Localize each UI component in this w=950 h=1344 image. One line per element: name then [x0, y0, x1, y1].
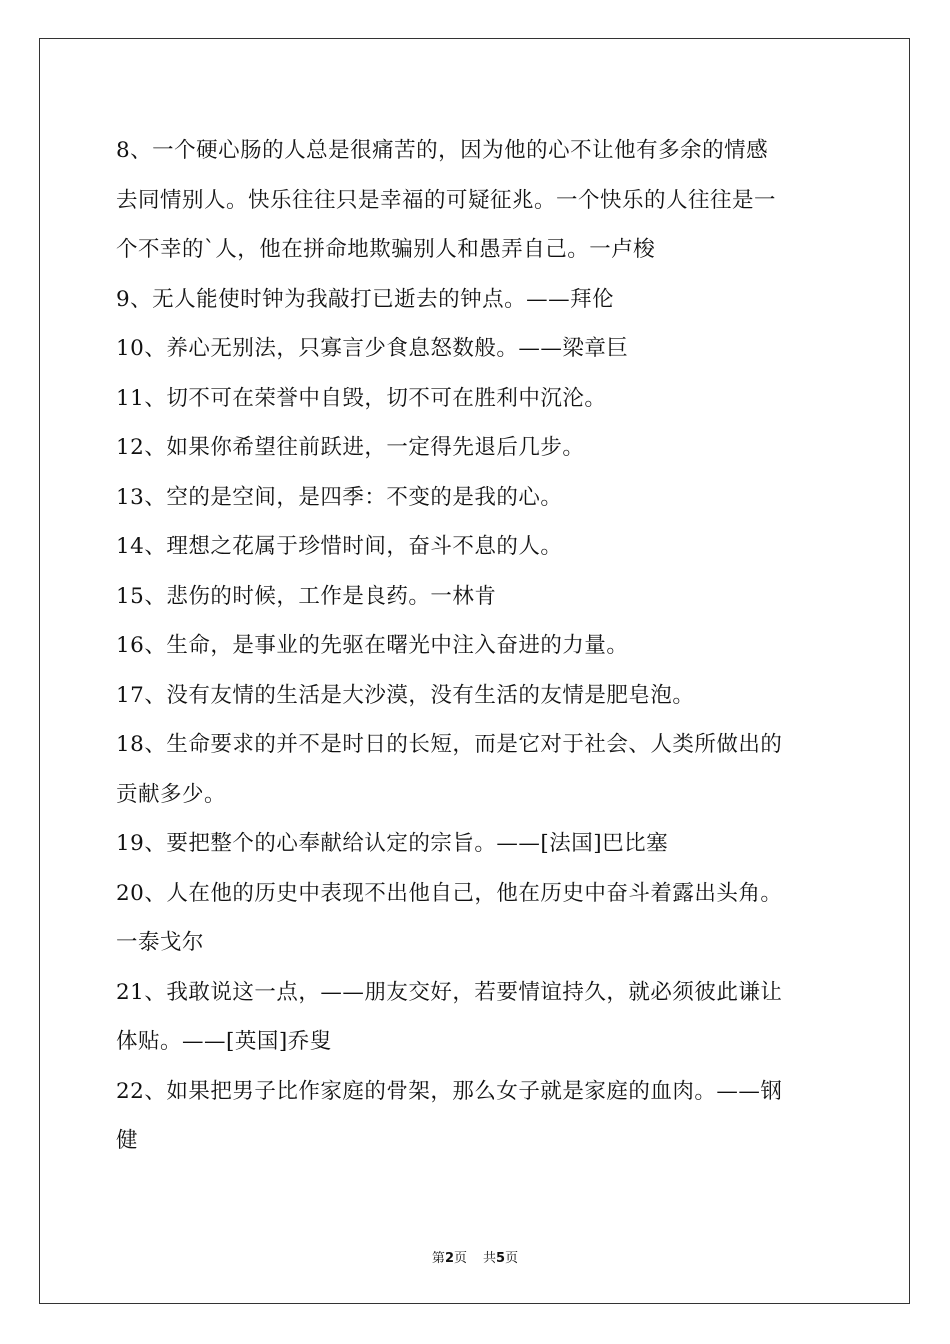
text-line: 10、养心无别法，只寡言少食息怒数般。——梁章巨 — [116, 336, 629, 361]
text-line: 14、理想之花属于珍惜时间，奋斗不息的人。 — [116, 534, 563, 559]
total-prefix: 共 — [483, 1251, 497, 1266]
text-line: 一泰戈尔 — [116, 930, 205, 955]
text-line: 22、如果把男子比作家庭的骨架，那么女子就是家庭的血肉。——钢 — [116, 1078, 783, 1104]
text-line: 8、一个硬心肠的人总是很痛苦的，因为他的心不让他有多余的情感 — [116, 138, 769, 163]
text-line: 去同情别人。快乐往往只是幸福的可疑征兆。一个快乐的人往往是一 — [116, 187, 777, 213]
text-line: 17、没有友情的生活是大沙漠，没有生活的友情是肥皂泡。 — [116, 682, 695, 708]
text-line: 体贴。——[英国]乔叟 — [116, 1029, 332, 1054]
total-suffix: 页 — [505, 1251, 519, 1266]
text-line: 12、如果你希望往前跃进，一定得先退后几步。 — [116, 435, 585, 460]
page-footer — [0, 1247, 950, 1266]
text-line: 15、悲伤的时候，工作是良药。一林肯 — [116, 583, 497, 609]
text-line: 20、人在他的历史中表现不出他自己，他在历史中奋斗着露出头角。 — [116, 880, 783, 906]
page-number: 2 — [444, 1251, 454, 1266]
text-line: 9、无人能使时钟为我敲打已逝去的钟点。——拜伦 — [116, 286, 615, 312]
text-line: 11、切不可在荣誉中自毁，切不可在胜利中沉沦。 — [116, 385, 607, 411]
text-line: 19、要把整个的心奉献给认定的宗旨。——[法国]巴比塞 — [116, 831, 669, 856]
page-prefix: 第 — [431, 1251, 445, 1266]
text-line: 16、生命，是事业的先驱在曙光中注入奋进的力量。 — [116, 633, 629, 658]
text-line: 21、我敢说这一点，——朋友交好，若要情谊持久，就必须彼此谦让 — [116, 979, 783, 1005]
document-body — [116, 126, 840, 1166]
text-line: 健 — [116, 1128, 139, 1153]
text-line: 个不幸的`人，他在拼命地欺骗别人和愚弄自己。一卢梭 — [116, 237, 656, 262]
text-line: 贡献多少。 — [116, 781, 227, 807]
text-line: 13、空的是空间，是四季：不变的是我的心。 — [116, 484, 563, 510]
text-line: 18、生命要求的并不是时日的长短，而是它对于社会、人类所做出的 — [116, 732, 783, 757]
total-pages: 5 — [496, 1251, 506, 1266]
page-suffix: 页 — [453, 1251, 467, 1266]
